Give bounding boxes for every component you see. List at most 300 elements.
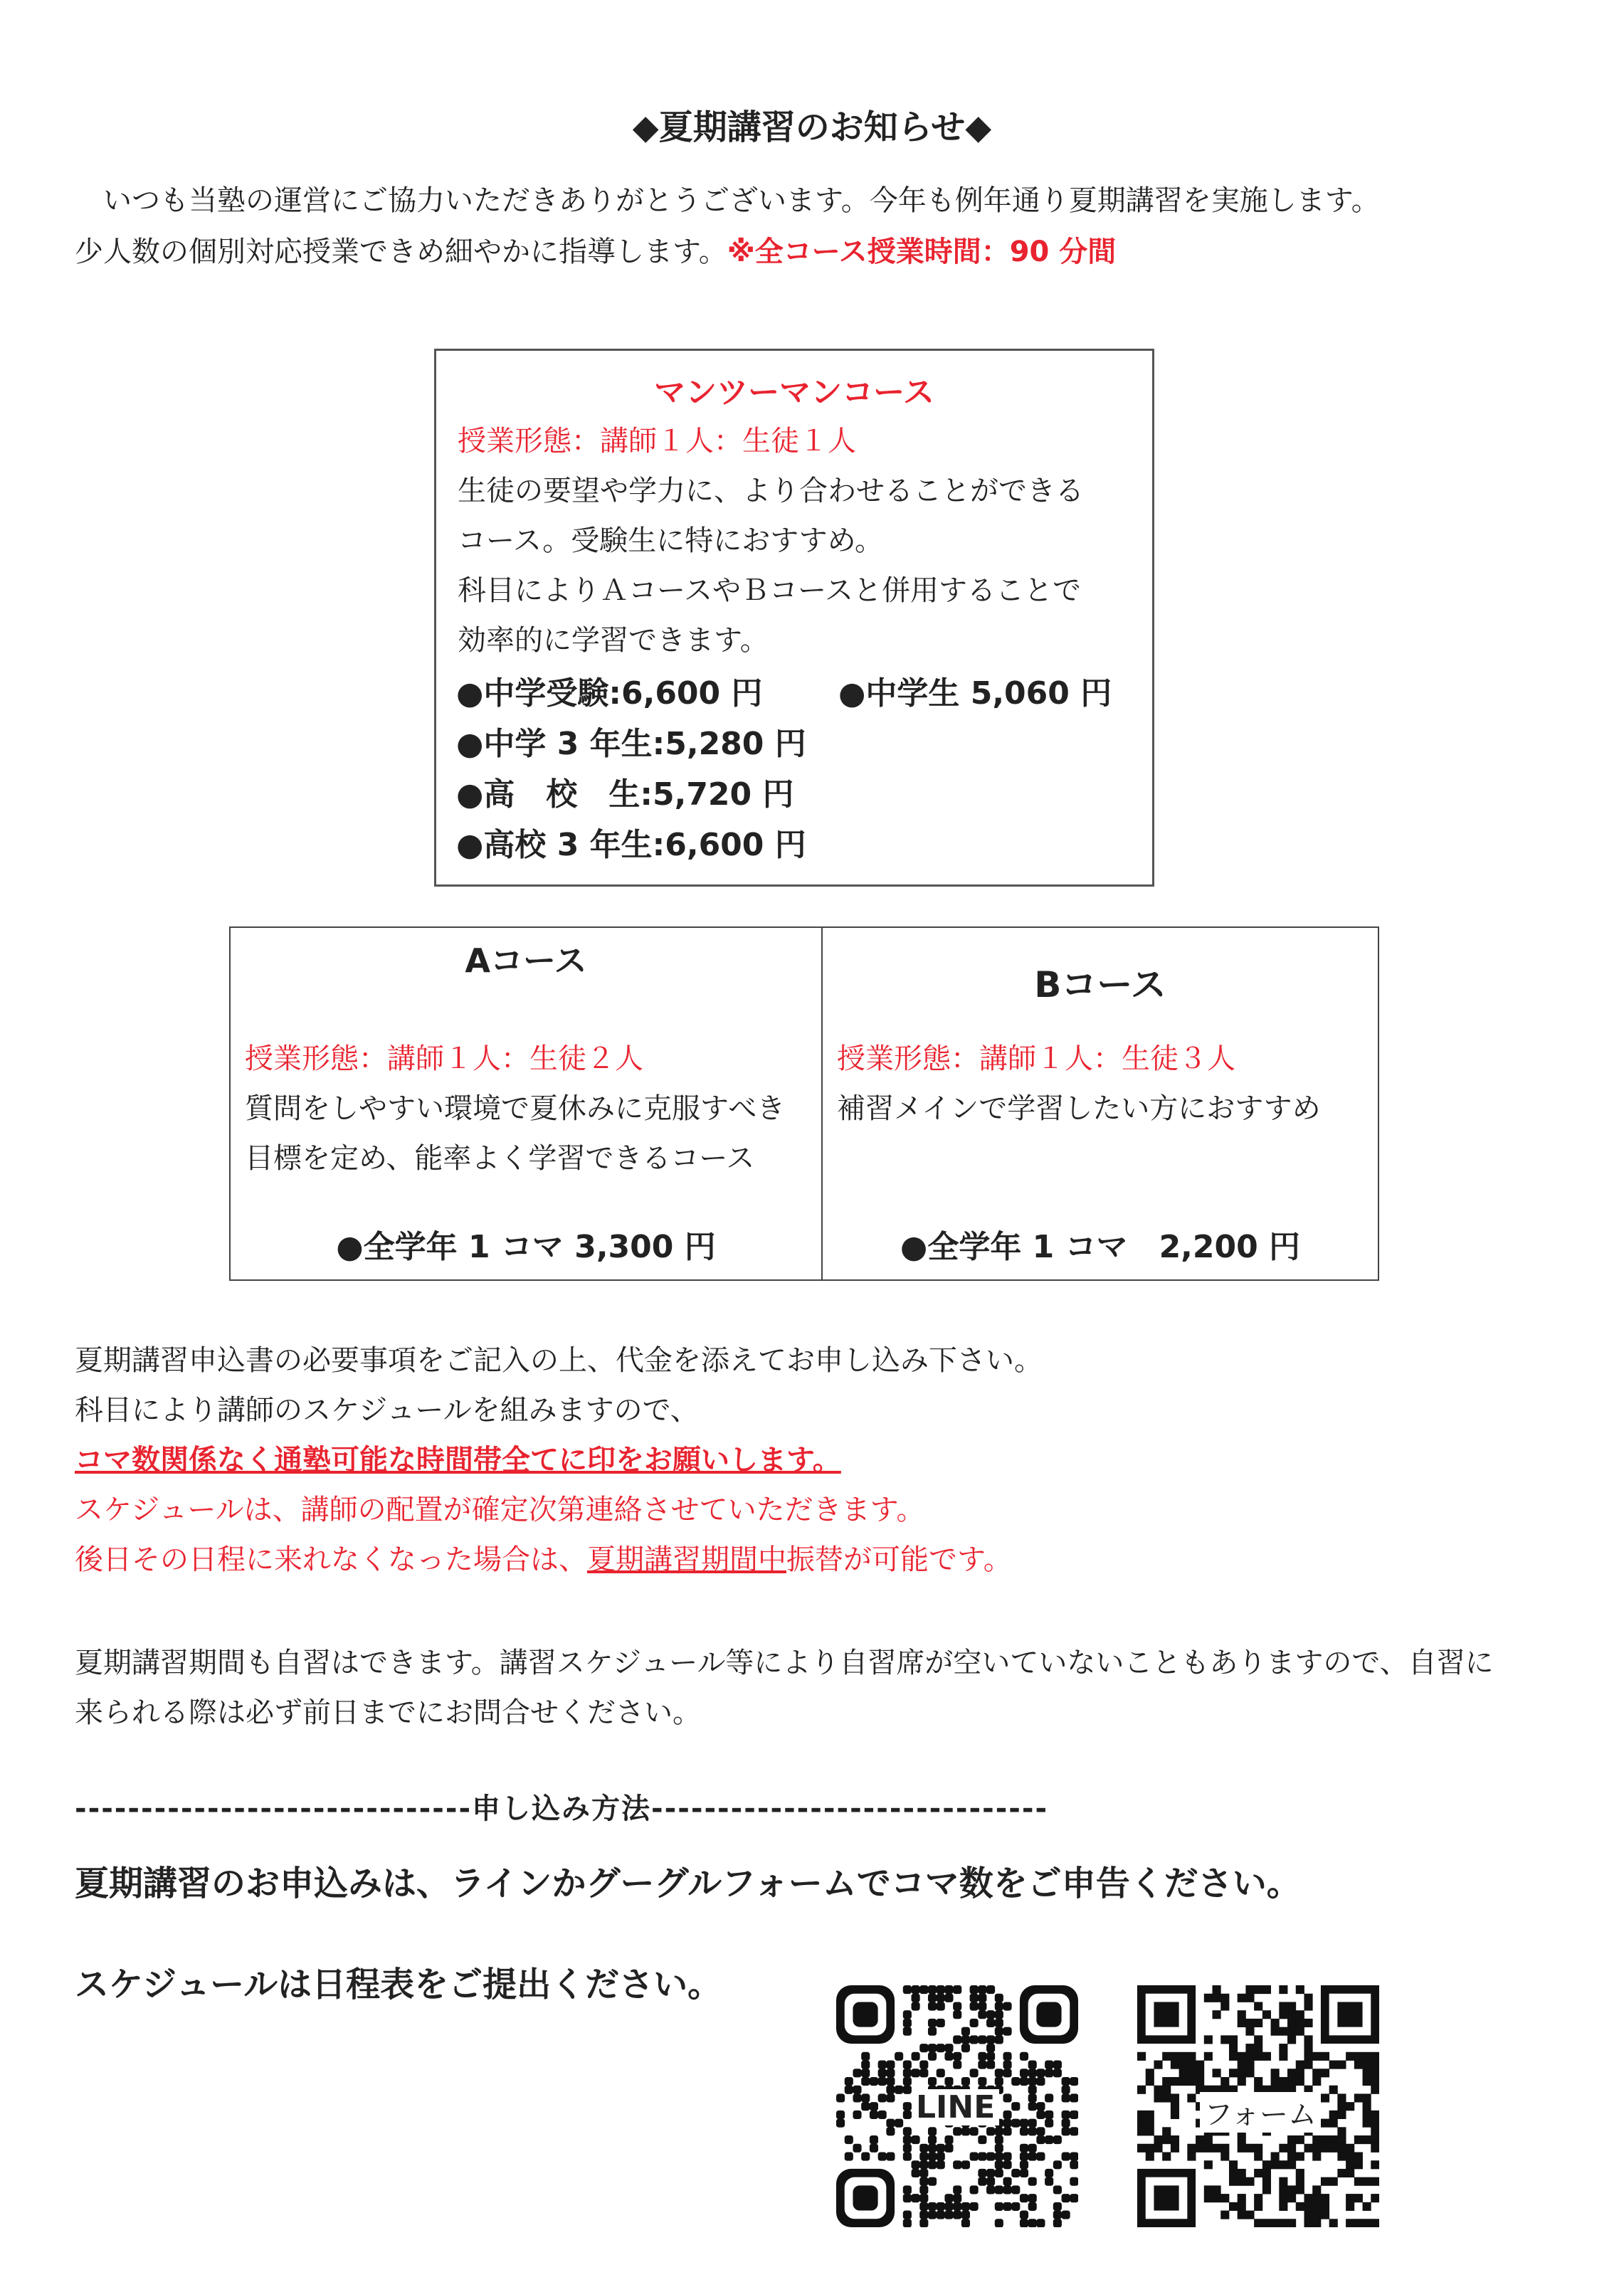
qr-module xyxy=(1146,2111,1154,2119)
qr-module xyxy=(1070,2194,1078,2202)
divider-label: 申し込み方法 xyxy=(472,1792,652,1825)
qr-module xyxy=(1238,2144,1246,2153)
qr-module xyxy=(1229,2069,1238,2077)
qr-module xyxy=(1020,2077,1028,2086)
qr-module xyxy=(1011,2102,1020,2111)
qr-module xyxy=(1187,2152,1196,2160)
qr-module xyxy=(944,1985,953,1994)
qr-module xyxy=(928,1994,937,2002)
qr-module xyxy=(1220,1994,1229,2002)
qr-finder-pattern xyxy=(1321,1985,1379,2044)
qr-module xyxy=(937,2211,945,2219)
qr-module xyxy=(886,2152,895,2160)
qr-module xyxy=(919,2202,928,2211)
qr-module xyxy=(1337,2127,1346,2135)
qr-module xyxy=(978,1994,986,2002)
qr-module xyxy=(1296,2019,1304,2027)
qr-module xyxy=(903,2061,912,2069)
qr-module xyxy=(1204,2035,1213,2044)
qr-module xyxy=(1304,2211,1312,2219)
qr-module xyxy=(1346,2052,1354,2061)
qr-module xyxy=(953,2010,961,2019)
qr-module xyxy=(1304,2144,1312,2153)
qr-module xyxy=(970,2019,979,2027)
a-course-desc-2: 目標を定め、能率よく学習できるコース xyxy=(245,1142,755,1175)
method-line-2: スケジュールは日程表をご提出ください。 xyxy=(75,1965,722,2005)
form-qr-label: フォーム xyxy=(1200,2092,1321,2133)
qr-module xyxy=(1196,2144,1204,2153)
man-course-format: 授業形態：講師１人：生徒１人 xyxy=(458,425,856,458)
qr-module xyxy=(944,1994,953,2002)
qr-module xyxy=(986,1985,995,1994)
qr-module xyxy=(1371,2144,1379,2153)
qr-module xyxy=(1337,2135,1346,2144)
qr-module xyxy=(1254,2194,1262,2202)
qr-module xyxy=(1371,2160,1379,2169)
qr-module xyxy=(928,2019,937,2027)
qr-module xyxy=(961,2219,970,2227)
qr-module xyxy=(1287,2077,1296,2086)
qr-module xyxy=(1204,2052,1213,2061)
qr-module xyxy=(878,2093,887,2102)
qr-module xyxy=(1245,2044,1254,2052)
man-to-man-course-box xyxy=(434,349,1154,887)
qr-module xyxy=(1053,2135,1062,2144)
qr-module xyxy=(1304,2002,1312,2010)
qr-module xyxy=(961,2160,970,2169)
qr-module xyxy=(1287,2219,1296,2227)
qr-module xyxy=(1238,2069,1246,2077)
qr-module xyxy=(1053,2185,1062,2194)
qr-module xyxy=(1036,2069,1045,2077)
qr-module xyxy=(1011,2202,1020,2211)
qr-module xyxy=(1329,2144,1338,2153)
qr-module xyxy=(1254,2169,1262,2177)
intro-line-2 xyxy=(75,229,1116,270)
qr-module xyxy=(1204,1994,1213,2002)
qr-module xyxy=(919,2044,928,2052)
qr-module xyxy=(928,2052,937,2061)
qr-module xyxy=(870,2077,878,2086)
b-course-desc-1: 補習メインで学習したい方におすすめ xyxy=(837,1092,1321,1125)
qr-module xyxy=(1279,2027,1287,2036)
qr-module xyxy=(1028,2102,1037,2111)
qr-module xyxy=(1053,2211,1062,2219)
qr-module xyxy=(1020,2211,1028,2219)
qr-module xyxy=(1171,2052,1179,2061)
qr-module xyxy=(1312,2194,1321,2202)
qr-module xyxy=(937,2019,945,2027)
qr-module xyxy=(1045,2093,1053,2102)
qr-module xyxy=(919,2169,928,2177)
qr-module xyxy=(1245,2144,1254,2153)
qr-module xyxy=(1312,2135,1321,2144)
qr-module xyxy=(1187,2061,1196,2069)
qr-module xyxy=(978,1985,986,1994)
qr-module xyxy=(944,2144,953,2153)
qr-module xyxy=(1146,2144,1154,2153)
man-course-desc-2: コース。受験生に特におすすめ。 xyxy=(458,524,883,557)
qr-module xyxy=(961,2202,970,2211)
qr-module xyxy=(970,1994,979,2002)
qr-module xyxy=(1070,2177,1078,2186)
qr-module xyxy=(1011,2119,1020,2128)
qr-module xyxy=(895,2119,903,2128)
qr-module xyxy=(1262,2160,1271,2169)
qr-module xyxy=(1312,2202,1321,2211)
qr-module xyxy=(995,2169,1003,2177)
qr-module xyxy=(1137,2111,1146,2119)
price-junior-3rd: ●中学 3 年生:5,280 円 xyxy=(456,726,806,762)
qr-module xyxy=(928,2202,937,2211)
qr-module xyxy=(1213,1994,1221,2002)
qr-module xyxy=(1312,2069,1321,2077)
qr-module xyxy=(1271,2077,1280,2086)
qr-module xyxy=(978,2169,986,2177)
method-line-1: 夏期講習のお申込みは、ラインかグーグルフォームでコマ数をご申告ください。 xyxy=(75,1864,1301,1903)
qr-module xyxy=(870,2135,878,2144)
qr-module xyxy=(1262,2169,1271,2177)
qr-module xyxy=(1154,2093,1162,2102)
man-course-desc-1: 生徒の要望や学力に、より合わせることができる xyxy=(458,475,1084,507)
qr-module xyxy=(853,2093,861,2102)
b-course-box xyxy=(821,926,1379,1281)
qr-module xyxy=(978,2002,986,2010)
qr-module xyxy=(1045,2069,1053,2077)
qr-module xyxy=(1296,2185,1304,2194)
qr-module xyxy=(1254,2002,1262,2010)
qr-module xyxy=(1337,2111,1346,2119)
qr-module xyxy=(1053,2160,1062,2169)
qr-module xyxy=(1003,2119,1011,2128)
qr-module xyxy=(1062,2194,1070,2202)
qr-module xyxy=(912,2160,920,2169)
qr-module xyxy=(853,2086,861,2094)
qr-module xyxy=(1070,2160,1078,2169)
qr-module xyxy=(928,2002,937,2010)
qr-module xyxy=(1371,2119,1379,2128)
qr-module xyxy=(878,2111,887,2119)
qr-module xyxy=(1146,2069,1154,2077)
qr-module xyxy=(1011,2185,1020,2194)
qr-module xyxy=(978,2010,986,2019)
qr-module xyxy=(995,2152,1003,2160)
qr-module xyxy=(1154,2144,1162,2153)
qr-module xyxy=(1245,2211,1254,2219)
qr-module xyxy=(1245,2061,1254,2069)
qr-module xyxy=(1254,2152,1262,2160)
qr-module xyxy=(1036,2219,1045,2227)
qr-module xyxy=(1363,2177,1371,2186)
qr-module xyxy=(1279,1985,1287,1994)
qr-module xyxy=(903,2019,912,2027)
qr-module xyxy=(1279,2010,1287,2019)
qr-module xyxy=(1238,2052,1246,2061)
qr-module xyxy=(986,2061,995,2069)
qr-module xyxy=(1146,2119,1154,2128)
self-study-line-2: 来られる際は必ず前日までにお問合せください。 xyxy=(75,1696,701,1729)
qr-module xyxy=(1003,2061,1011,2069)
qr-module xyxy=(1371,2177,1379,2186)
qr-module xyxy=(986,2035,995,2044)
qr-module xyxy=(1238,2010,1246,2019)
qr-module xyxy=(961,2127,970,2135)
qr-module xyxy=(961,2027,970,2036)
qr-module xyxy=(986,2052,995,2061)
qr-module xyxy=(1171,2144,1179,2153)
qr-module xyxy=(1262,2052,1271,2061)
qr-module xyxy=(1262,2010,1271,2019)
qr-module xyxy=(937,2002,945,2010)
qr-module xyxy=(995,1994,1003,2002)
qr-module xyxy=(1036,2102,1045,2111)
qr-module xyxy=(1154,2086,1162,2094)
qr-module xyxy=(1187,2093,1196,2102)
qr-module xyxy=(1254,2044,1262,2052)
qr-module xyxy=(1371,2194,1379,2202)
qr-module xyxy=(1254,2019,1262,2027)
qr-module xyxy=(970,2152,979,2160)
qr-module xyxy=(912,2135,920,2144)
qr-module xyxy=(928,2027,937,2036)
qr-module xyxy=(1003,2152,1011,2160)
qr-module xyxy=(1204,2135,1213,2144)
apply-note-3: コマ数関係なく通塾可能な時間帯全てに印をお願いします。 xyxy=(75,1444,841,1477)
qr-module xyxy=(937,2160,945,2169)
qr-module xyxy=(895,2086,903,2094)
qr-module xyxy=(1371,2086,1379,2094)
qr-module xyxy=(1321,2211,1329,2219)
qr-module xyxy=(1296,2061,1304,2069)
qr-module xyxy=(995,2160,1003,2169)
b-course-price: ●全学年 1 コマ 2,200 円 xyxy=(900,1229,1301,1265)
qr-module xyxy=(1187,2052,1196,2061)
qr-module xyxy=(953,1985,961,1994)
qr-module xyxy=(1363,2069,1371,2077)
qr-module xyxy=(903,2086,912,2094)
qr-module xyxy=(1028,2093,1037,2102)
qr-module xyxy=(1062,2111,1070,2119)
qr-module xyxy=(870,2102,878,2111)
qr-module xyxy=(1238,2177,1246,2186)
qr-module xyxy=(978,2035,986,2044)
qr-module xyxy=(953,2211,961,2219)
a-course-title: Aコース xyxy=(465,941,587,980)
qr-module xyxy=(1296,2069,1304,2077)
qr-module xyxy=(1296,2010,1304,2019)
qr-module xyxy=(1321,2119,1329,2128)
apply-note-2: 科目により講師のスケジュールを組みますので、 xyxy=(75,1394,699,1427)
qr-module xyxy=(1020,2194,1028,2202)
qr-module xyxy=(1329,2111,1338,2119)
qr-module xyxy=(903,2152,912,2160)
qr-module xyxy=(1354,2135,1363,2144)
qr-module xyxy=(919,2177,928,2186)
qr-module xyxy=(1287,2069,1296,2077)
qr-module xyxy=(1245,2019,1254,2027)
qr-module xyxy=(1162,2052,1171,2061)
qr-module xyxy=(944,2194,953,2202)
qr-module xyxy=(1238,2019,1246,2027)
qr-module xyxy=(1020,2052,1028,2061)
qr-module xyxy=(886,2077,895,2086)
qr-module xyxy=(1028,2119,1037,2128)
qr-module xyxy=(912,2069,920,2077)
qr-module xyxy=(853,2111,861,2119)
qr-module xyxy=(903,2185,912,2194)
qr-module xyxy=(1020,2169,1028,2177)
qr-module xyxy=(870,2111,878,2119)
qr-module xyxy=(928,2211,937,2219)
qr-module xyxy=(1070,2111,1078,2119)
price-junior-exam: ●中学受験:6,600 円 xyxy=(456,675,763,712)
qr-module xyxy=(1254,2052,1262,2061)
qr-module xyxy=(1003,2093,1011,2102)
qr-module xyxy=(937,2144,945,2153)
qr-module xyxy=(1137,2127,1146,2135)
qr-module xyxy=(1254,2035,1262,2044)
qr-module xyxy=(919,1985,928,1994)
qr-module xyxy=(995,2027,1003,2036)
qr-module xyxy=(944,2135,953,2144)
intro-line-1: いつも当塾の運営にご協力いただきありがとうございます。今年も例年通り夏期講習を実施します。 xyxy=(103,184,1380,217)
qr-module xyxy=(903,2219,912,2227)
qr-module xyxy=(1312,2219,1321,2227)
qr-module xyxy=(995,2144,1003,2153)
qr-module xyxy=(1337,2061,1346,2069)
qr-module xyxy=(1254,2144,1262,2153)
qr-module xyxy=(1346,2160,1354,2169)
qr-module xyxy=(953,2052,961,2061)
qr-module xyxy=(1238,2135,1246,2144)
qr-module xyxy=(1028,2152,1037,2160)
qr-module xyxy=(1213,2185,1221,2194)
qr-module xyxy=(995,2002,1003,2010)
divider-dashes-right: ------------------------------ xyxy=(651,1792,1049,1825)
qr-module xyxy=(953,2194,961,2202)
qr-module xyxy=(878,2077,887,2086)
qr-module xyxy=(1329,2086,1338,2094)
qr-module xyxy=(919,2160,928,2169)
line-qr-code[interactable] xyxy=(836,1985,1078,2227)
qr-module xyxy=(912,2169,920,2177)
qr-module xyxy=(886,2119,895,2128)
apply-note-4: スケジュールは、講師の配置が確定次第連絡させていただきます。 xyxy=(75,1494,925,1526)
qr-module xyxy=(1354,2177,1363,2186)
qr-module xyxy=(1045,2169,1053,2177)
qr-module xyxy=(928,1985,937,1994)
qr-module xyxy=(1146,2152,1154,2160)
qr-module xyxy=(1287,2027,1296,2036)
qr-module xyxy=(986,2019,995,2027)
qr-module xyxy=(1154,2135,1162,2144)
qr-module xyxy=(995,2069,1003,2077)
qr-module xyxy=(1196,2077,1204,2086)
apply-note-5-period: 夏期講習期間中 xyxy=(587,1543,786,1576)
qr-finder-pattern xyxy=(1137,1985,1196,2044)
qr-module xyxy=(1238,1994,1246,2002)
qr-module xyxy=(937,2069,945,2077)
qr-module xyxy=(1162,2077,1171,2086)
qr-module xyxy=(1220,2152,1229,2160)
qr-module xyxy=(1011,2169,1020,2177)
qr-module xyxy=(919,2061,928,2069)
qr-module xyxy=(970,2002,979,2010)
qr-module xyxy=(1271,2152,1280,2160)
qr-module xyxy=(1296,2169,1304,2177)
qr-module xyxy=(1262,2177,1271,2186)
self-study-line-1: 夏期講習期間も自習はできます。講習スケジュール等により自習席が空いていないこともありますので、自習に xyxy=(75,1647,1494,1679)
qr-module xyxy=(928,2152,937,2160)
qr-module xyxy=(995,2219,1003,2227)
qr-module xyxy=(1020,2127,1028,2135)
qr-module xyxy=(1321,2093,1329,2102)
qr-module xyxy=(845,2135,853,2144)
qr-module xyxy=(961,2044,970,2052)
qr-module xyxy=(1371,2111,1379,2119)
qr-module xyxy=(1062,2093,1070,2102)
qr-module xyxy=(1312,2185,1321,2194)
qr-module xyxy=(912,2002,920,2010)
qr-module xyxy=(903,2211,912,2219)
qr-module xyxy=(970,2035,979,2044)
qr-module xyxy=(1154,2061,1162,2069)
qr-module xyxy=(1321,2052,1329,2061)
qr-module xyxy=(1220,2035,1229,2044)
qr-module xyxy=(1162,2093,1171,2102)
qr-module xyxy=(1146,2077,1154,2086)
qr-module xyxy=(919,2069,928,2077)
qr-module xyxy=(1003,2160,1011,2169)
qr-module xyxy=(1346,2102,1354,2111)
qr-module xyxy=(1028,2202,1037,2211)
qr-module xyxy=(1238,2194,1246,2202)
qr-module xyxy=(1036,2077,1045,2086)
qr-module xyxy=(1238,2077,1246,2086)
qr-module xyxy=(1321,2194,1329,2202)
qr-module xyxy=(1070,2127,1078,2135)
qr-module xyxy=(1070,2093,1078,2102)
qr-module xyxy=(986,2044,995,2052)
qr-module xyxy=(986,2127,995,2135)
qr-module xyxy=(1187,2144,1196,2153)
qr-module xyxy=(1287,2144,1296,2153)
qr-module xyxy=(1354,2152,1363,2160)
qr-module xyxy=(1162,2086,1171,2094)
qr-module xyxy=(937,1985,945,1994)
qr-module xyxy=(1020,2160,1028,2169)
qr-module xyxy=(1204,2194,1213,2202)
qr-module xyxy=(1346,2219,1354,2227)
form-qr-code[interactable] xyxy=(1137,1985,1379,2227)
qr-module xyxy=(1354,2052,1363,2061)
qr-module xyxy=(919,2185,928,2194)
qr-module xyxy=(1053,2061,1062,2069)
qr-module xyxy=(1003,2111,1011,2119)
qr-module xyxy=(1271,2160,1280,2169)
divider-dashes-left: ------------------------------ xyxy=(75,1792,473,1825)
qr-module xyxy=(1279,2185,1287,2194)
qr-module xyxy=(1187,2077,1196,2086)
qr-module xyxy=(1028,2177,1037,2186)
line-qr-label: LINE xyxy=(912,2089,999,2125)
qr-module xyxy=(861,2102,870,2111)
qr-module xyxy=(1279,2160,1287,2169)
qr-module xyxy=(1171,2061,1179,2069)
a-course-desc-1: 質問をしやすい環境で夏休みに克服すべき xyxy=(245,1092,786,1125)
qr-module xyxy=(1146,2127,1154,2135)
qr-module xyxy=(970,2069,979,2077)
